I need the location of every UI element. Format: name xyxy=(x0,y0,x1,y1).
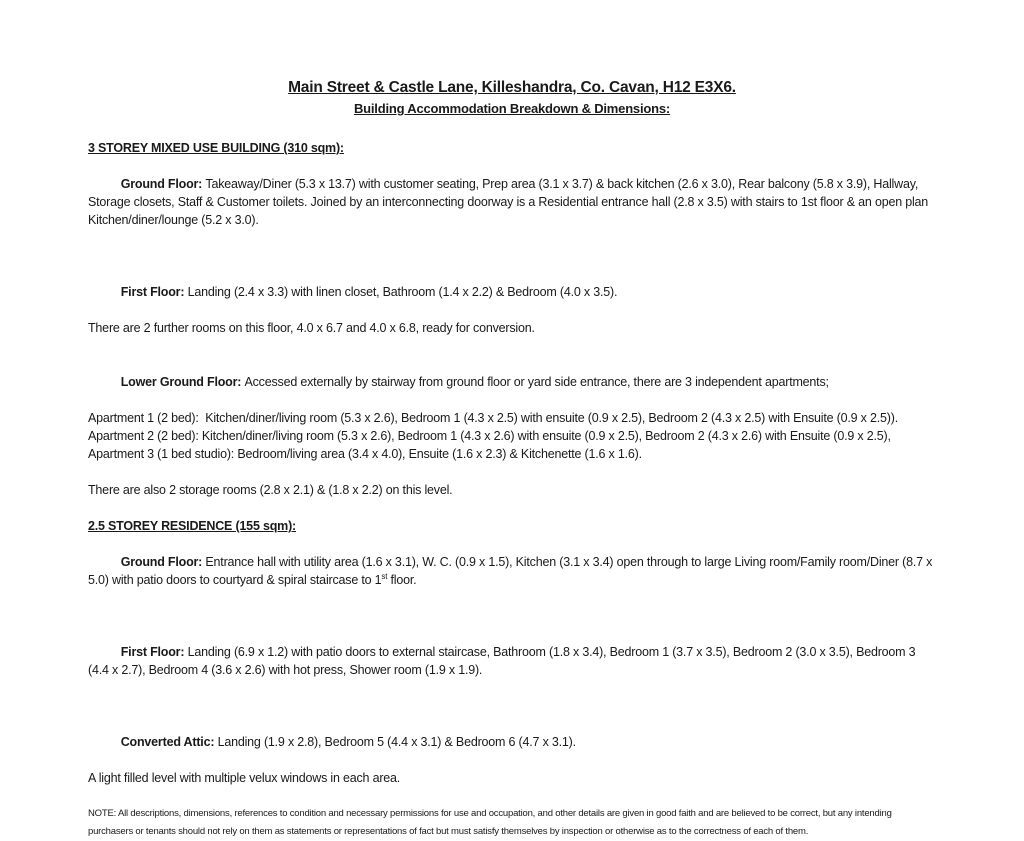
s1-first-floor-line xyxy=(88,265,936,319)
s1-ground-floor-text: Takeaway/Diner (5.3 x 13.7) with customer seating, Prep area (3.1 x 3.7) & back kitchen (2.6 x 3.0), Rear balcony (5.8 x 3.9), Hallway, Storage closets, Staff & Customer toilets. Joined by an interconnecting doorway is a Residential entrance hall (2.8 x 3.5) with stairs to 1st floor & an open plan Kitchen/diner/lounge (5.2 x 3.0). xyxy=(88,177,932,227)
s1-first-floor-paragraph xyxy=(88,265,936,337)
s1-ground-floor-line xyxy=(88,157,936,247)
section-3-storey-mixed-use xyxy=(88,139,936,499)
s2-ground-floor-text: Entrance hall with utility area (1.6 x 3.1), W. C. (0.9 x 1.5), Kitchen (3.1 x 3.4) open through to large Living room/Family room/Diner (8.7 x 5.0) with patio doors to courtyard & spiral staircase to 1 xyxy=(88,555,936,587)
converted-attic-label: Converted Attic: xyxy=(120,735,218,749)
s1-lower-ground-floor-text: Accessed externally by stairway from ground floor or yard side entrance, there are 3 independent apartments; xyxy=(244,375,829,389)
section-1-heading: 3 STOREY MIXED USE BUILDING (310 sqm): xyxy=(88,141,344,155)
s1-first-floor-line2: There are 2 further rooms on this floor, 4.0 x 6.7 and 4.0 x 6.8, ready for conversion. xyxy=(88,321,535,335)
s1-storage-paragraph xyxy=(88,481,936,499)
s2-first-floor-paragraph xyxy=(88,625,936,697)
s2-ground-floor-line xyxy=(88,535,936,607)
page-title: Main Street & Castle Lane, Killeshandra, Co. Cavan, H12 E3X6. xyxy=(288,79,736,96)
document-body xyxy=(88,139,936,841)
converted-attic-line2: A light filled level with multiple velux windows in each area. xyxy=(88,771,401,785)
converted-attic-text: Landing (1.9 x 2.8), Bedroom 5 (4.4 x 3.1) & Bedroom 6 (4.7 x 3.1). xyxy=(217,735,576,749)
s1-first-floor-label: First Floor: xyxy=(120,285,188,299)
page-subtitle: Building Accommodation Breakdown & Dimensions: xyxy=(353,101,671,116)
s1-lower-ground-floor-label: Lower Ground Floor: xyxy=(120,375,245,389)
superscript-st: st xyxy=(381,571,388,581)
apartment-3-line: Apartment 3 (1 bed studio): Bedroom/living area (3.4 x 4.0), Ensuite (1.6 x 2.3) & Kitchenette (1.6 x 1.6). xyxy=(88,447,642,461)
converted-attic-paragraph xyxy=(88,715,936,787)
s1-ground-floor-label: Ground Floor: xyxy=(120,177,206,191)
storage-rooms-line: There are also 2 storage rooms (2.8 x 2.1) & (1.8 x 2.2) on this level. xyxy=(88,483,453,497)
disclaimer-note: NOTE: All descriptions, dimensions, references to condition and necessary permissions for use and occupation, and other details are given in good faith and are believed to be correct, but any intending purchasers or tenants should not rely on them as statements or representations of fact but must satisfy themselves by inspection or otherwise as to the correctness of each of them. xyxy=(88,808,895,837)
s1-lower-ground-floor-line xyxy=(88,355,936,409)
s2-first-floor-line xyxy=(88,625,936,697)
converted-attic-line xyxy=(88,715,936,769)
s2-ground-floor-tail: floor. xyxy=(387,573,417,587)
s2-first-floor-label: First Floor: xyxy=(120,645,188,659)
apartment-1-line: Apartment 1 (2 bed): Kitchen/diner/living room (5.3 x 2.6), Bedroom 1 (4.3 x 2.5) with ensuite (0.9 x 2.5), Bedroom 2 (4.3 x 2.5) with Ensuite (0.9 x 2.5)). xyxy=(88,411,898,425)
s1-ground-floor-paragraph xyxy=(88,157,936,247)
section-2-heading: 2.5 STOREY RESIDENCE (155 sqm): xyxy=(88,519,296,533)
s2-ground-floor-label: Ground Floor: xyxy=(120,555,206,569)
section-2-5-storey-residence xyxy=(88,517,936,787)
apartment-2-line: Apartment 2 (2 bed): Kitchen/diner/living room (5.3 x 2.6), Bedroom 1 (4.3 x 2.6) with ensuite (0.9 x 2.5), Bedroom 2 (4.3 x 2.6) with Ensuite (0.9 x 2.5), xyxy=(88,429,891,443)
s1-lower-ground-floor-paragraph xyxy=(88,355,936,463)
s1-first-floor-text: Landing (2.4 x 3.3) with linen closet, Bathroom (1.4 x 2.2) & Bedroom (4.0 x 3.5). xyxy=(187,285,618,299)
s2-ground-floor-paragraph xyxy=(88,535,936,607)
s2-first-floor-text: Landing (6.9 x 1.2) with patio doors to external staircase, Bathroom (1.8 x 3.4), Bedroom 1 (3.7 x 3.5), Bedroom 2 (3.0 x 3.5), Bedroom 3 (4.4 x 2.7), Bedroom 4 (3.6 x 2.6) with hot press, Shower room (1.9 x 1.9). xyxy=(88,645,919,677)
